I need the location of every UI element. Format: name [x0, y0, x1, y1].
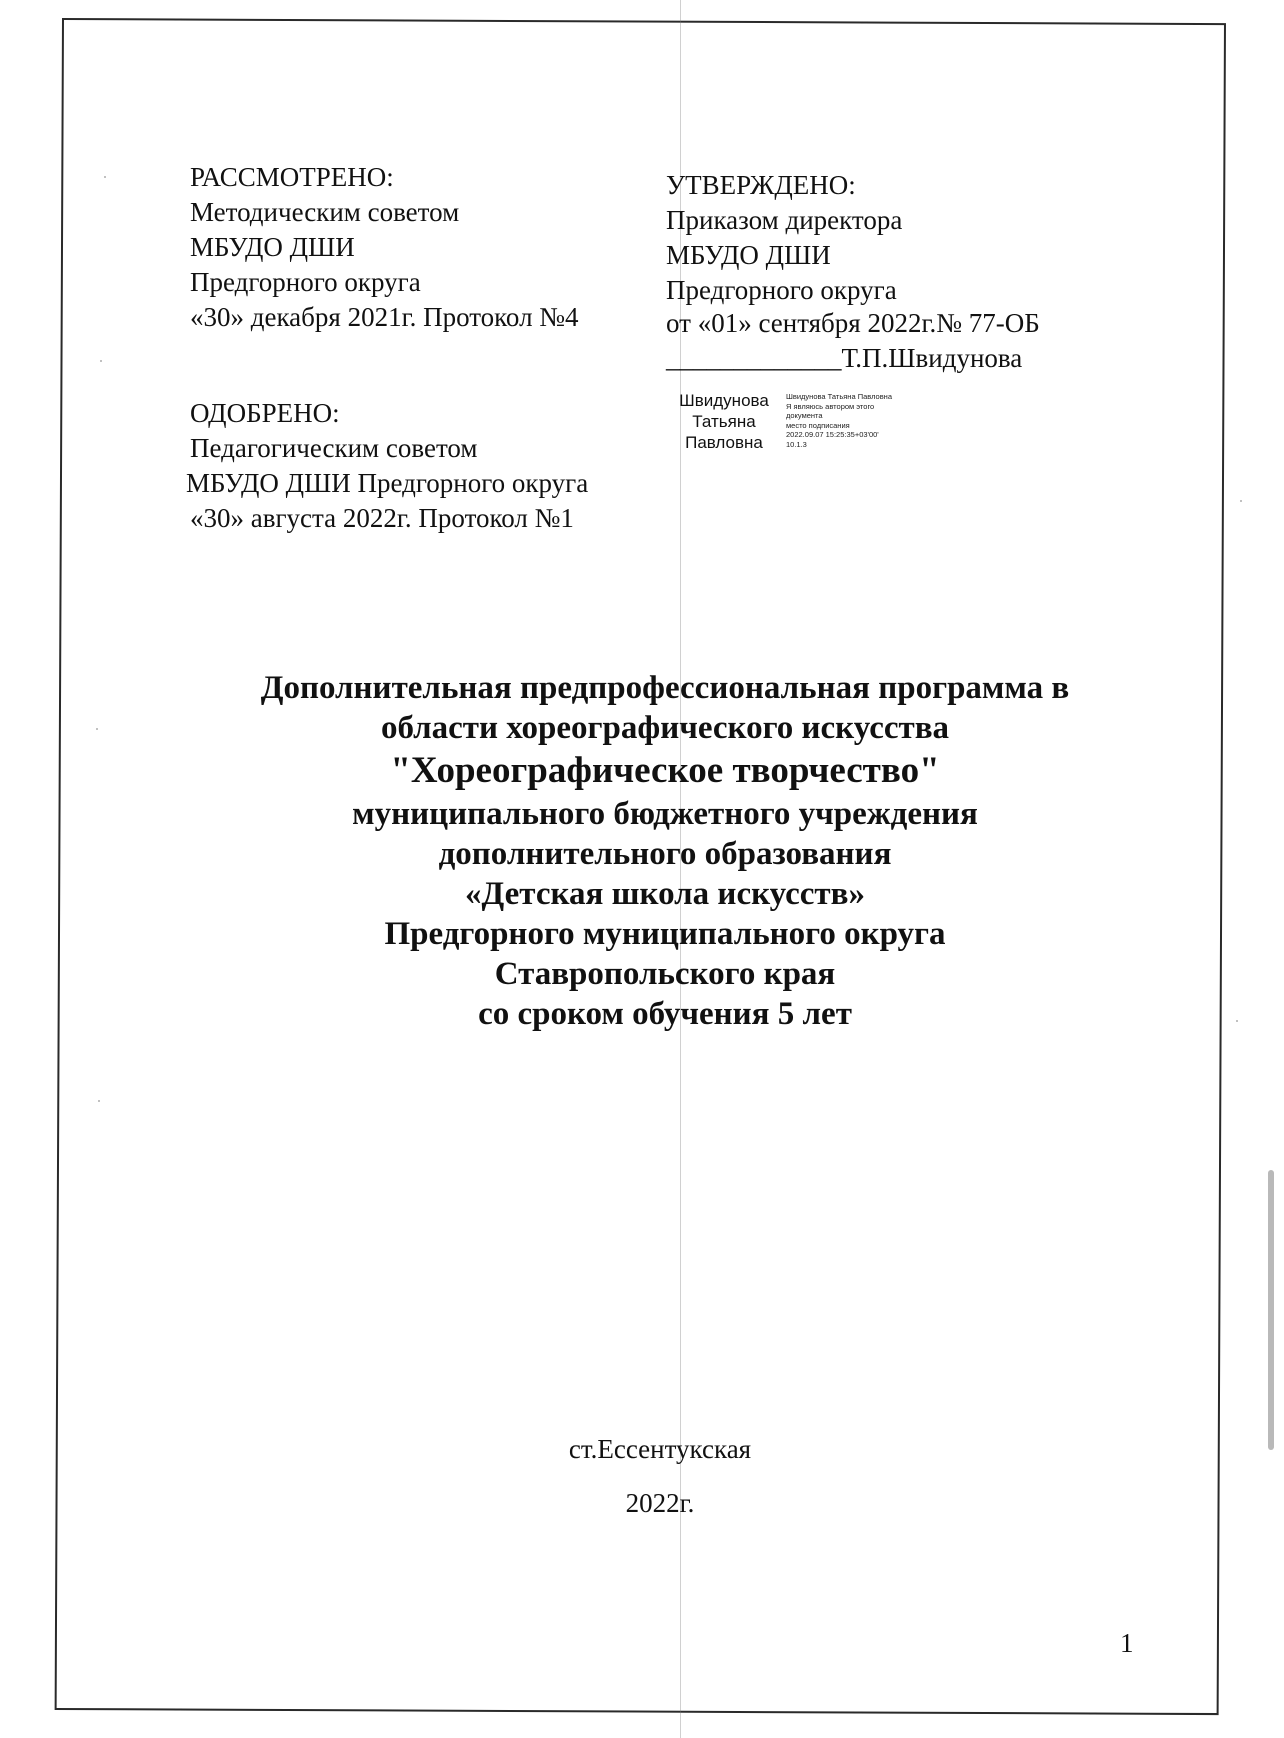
scan-speck — [1236, 1020, 1238, 1022]
endorsed-line: Педагогическим советом — [190, 433, 478, 463]
signature-details — [786, 392, 926, 449]
document-place: ст.Ессентукская — [568, 1434, 752, 1464]
signature-name-line: Швидунова — [679, 391, 769, 410]
signature-detail-line: место подписания — [786, 420, 850, 430]
approved-line: Приказом директора — [666, 205, 903, 235]
program-name: "Хореографическое творчество" — [390, 750, 940, 791]
endorsed-block — [186, 396, 589, 536]
scan-speck — [1240, 500, 1242, 502]
signature-detail-line: документа — [786, 411, 823, 420]
title-line: дополнительного образования — [438, 836, 892, 872]
document-title — [150, 668, 1180, 1034]
document-year: 2022г. — [625, 1488, 695, 1518]
signature-name-line: Павловна — [685, 433, 763, 452]
title-line: Предгорного муниципального округа — [384, 916, 946, 952]
considered-line: Методическим советом — [190, 197, 460, 227]
considered-heading: РАССМОТРЕНО: — [190, 162, 394, 192]
endorsed-heading: ОДОБРЕНО: — [190, 398, 340, 428]
approved-signature-line: _____________Т.П.Швидунова — [666, 343, 1023, 373]
signature-name — [672, 390, 776, 453]
signature-detail-line: Швидунова Татьяна Павловна — [786, 392, 892, 401]
approved-line: МБУДО ДШИ — [666, 240, 831, 270]
signature-name-line: Татьяна — [692, 412, 756, 431]
vertical-scrollbar[interactable] — [1268, 1170, 1274, 1450]
scan-speck — [96, 728, 98, 730]
scan-speck — [100, 360, 102, 362]
approved-block — [666, 168, 1040, 376]
signature-detail-line: 10.1.3 — [786, 439, 807, 449]
page-number: 1 — [1120, 1628, 1134, 1658]
approved-line: Предгорного округа — [666, 275, 897, 305]
scan-speck — [98, 1100, 100, 1102]
approved-line: от «01» сентября 2022г.№ 77-ОБ — [666, 308, 1040, 338]
considered-line: МБУДО ДШИ — [190, 232, 355, 262]
signature-detail-line: 2022.09.07 15:25:35+03'00' — [786, 430, 879, 439]
title-line: области хореографического искусства — [380, 710, 950, 746]
title-line: со сроком обучения 5 лет — [478, 996, 852, 1032]
endorsed-line: МБУДО ДШИ Предгорного округа — [186, 468, 589, 498]
title-line: Дополнительная предпрофессиональная программа в — [260, 670, 1070, 706]
considered-line: Предгорного округа — [190, 267, 421, 297]
endorsed-line: «30» августа 2022г. Протокол №1 — [190, 503, 574, 533]
title-line: Ставропольского края — [494, 956, 836, 992]
title-line: муниципального бюджетного учреждения — [352, 796, 978, 832]
title-line: «Детская школа искусств» — [465, 876, 865, 912]
considered-block — [190, 160, 579, 335]
considered-line: «30» декабря 2021г. Протокол №4 — [190, 302, 579, 332]
scan-speck — [104, 176, 106, 178]
digital-signature-stamp — [672, 390, 926, 453]
approved-heading: УТВЕРЖДЕНО: — [666, 170, 856, 200]
signature-detail-line: Я являюсь автором этого — [786, 401, 875, 411]
